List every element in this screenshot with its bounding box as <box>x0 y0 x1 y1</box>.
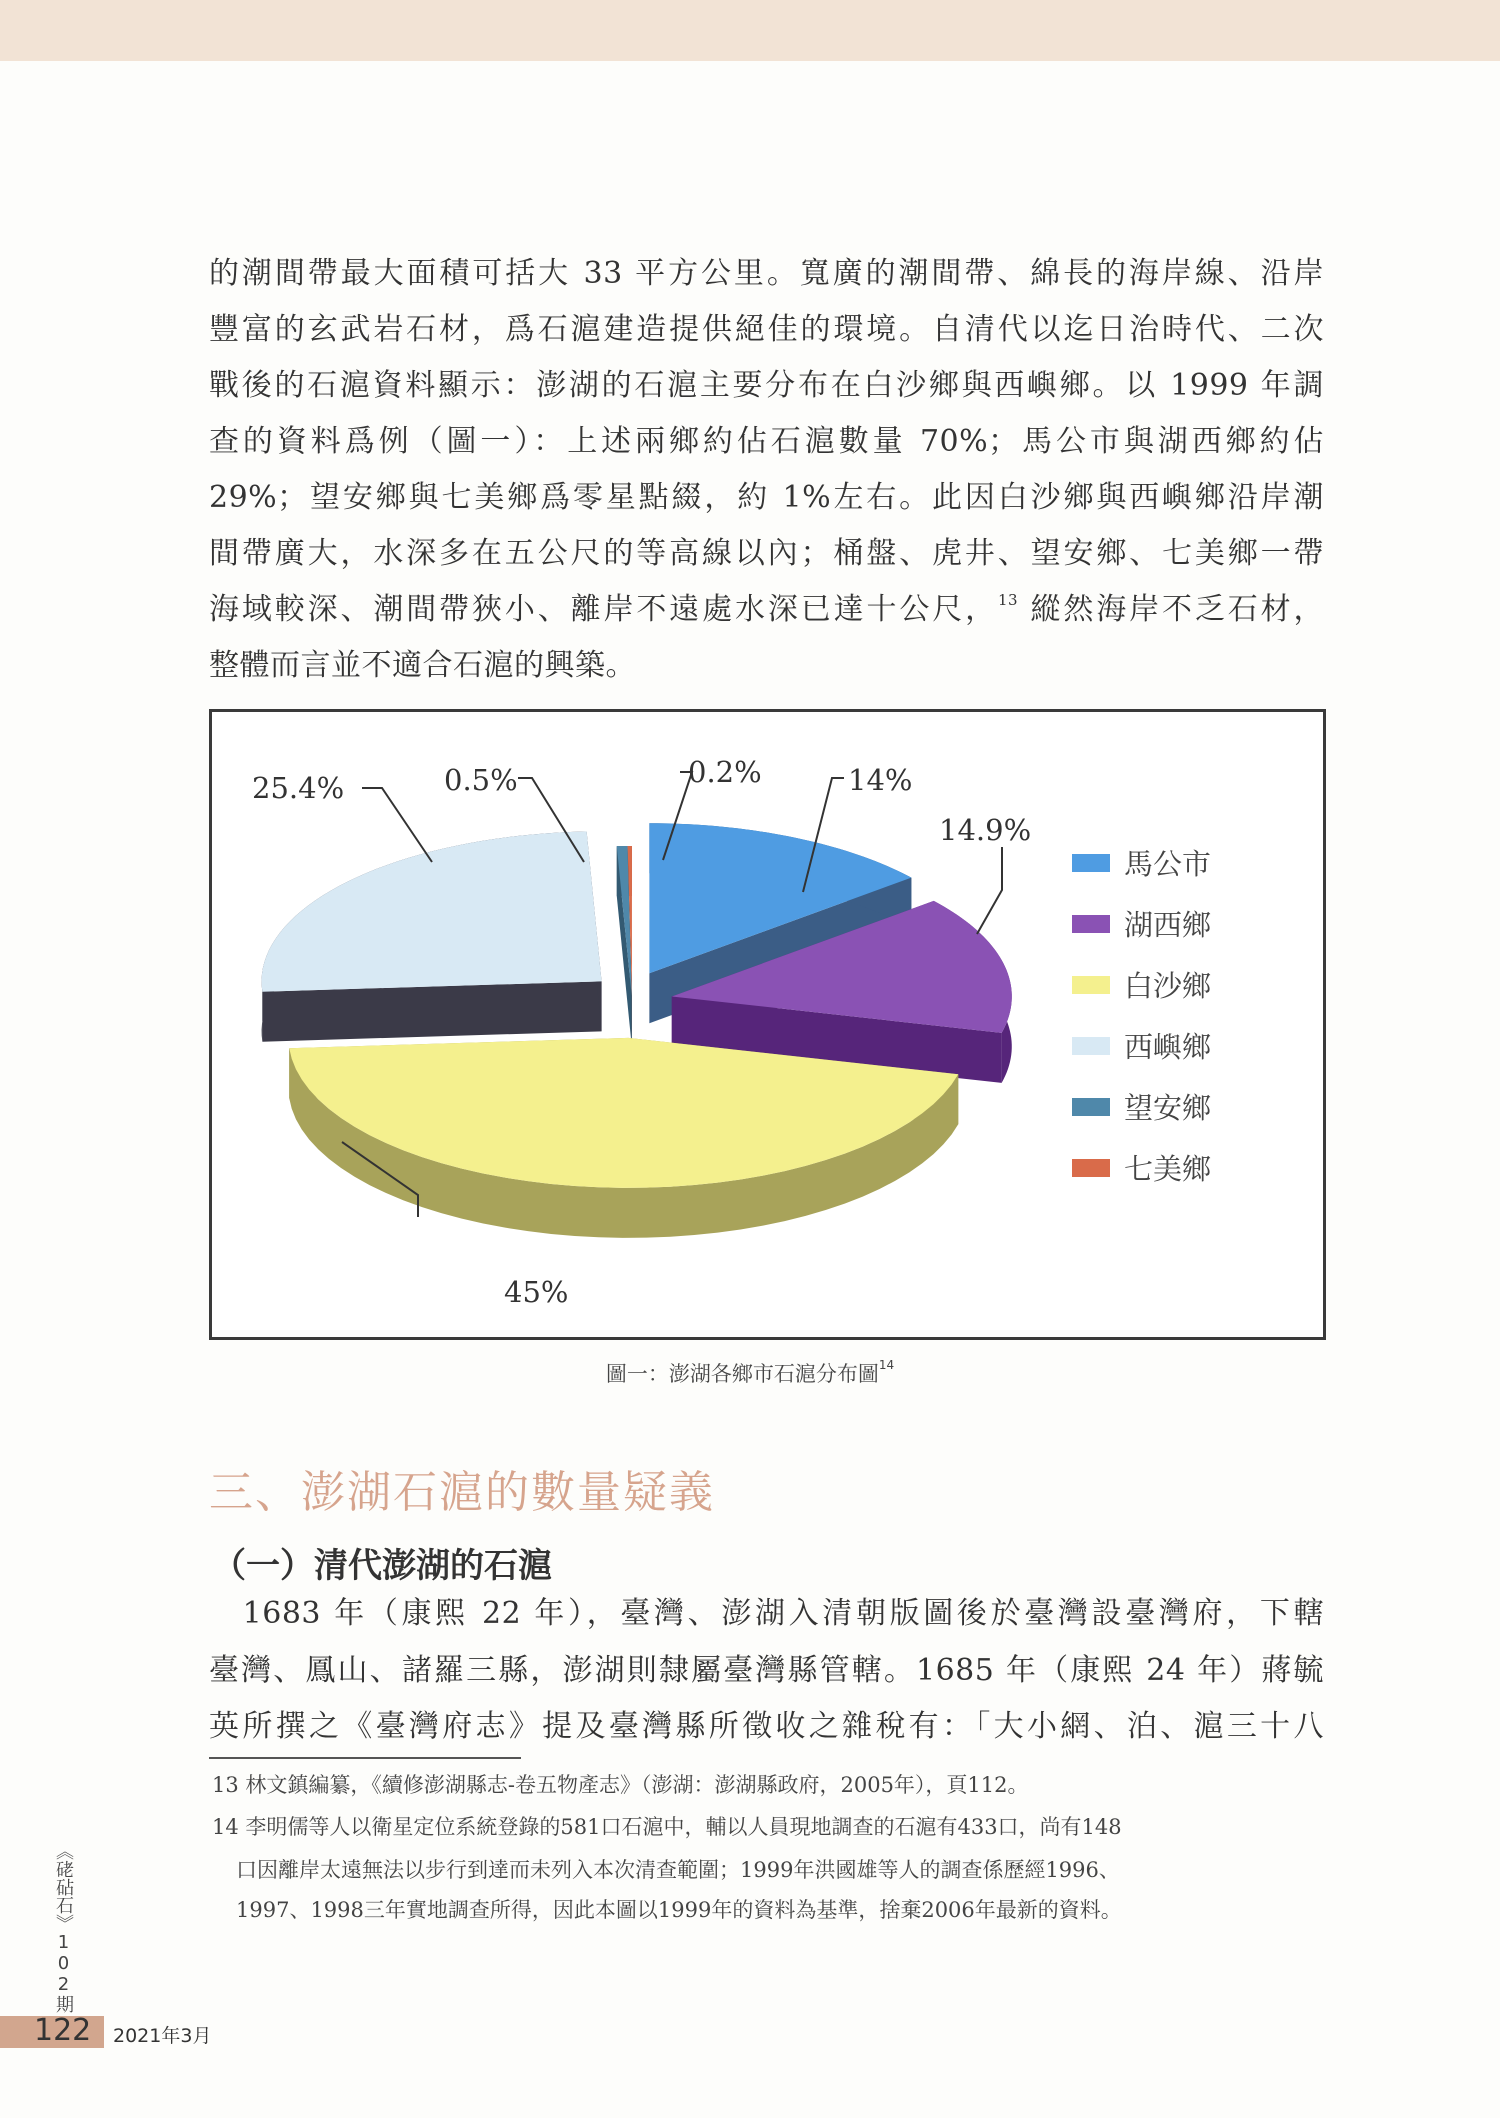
page-header-strip <box>0 0 1500 61</box>
body-line: 整體而言並不適合石滬的興築。 <box>209 648 636 683</box>
pie-chart-frame <box>209 709 1326 1340</box>
footnote-ref-14[interactable]: 14 <box>878 1358 895 1372</box>
body-line: 戰後的石滬資料顯示：澎湖的石滬主要分布在白沙鄉與西嶼鄉。以 1999 年調 <box>209 368 1324 403</box>
data-label-huxi: 14.9% <box>939 813 1032 847</box>
body-line: 29%；望安鄉與七美鄉爲零星點綴，約 1%左右。此因白沙鄉與西嶼鄉沿岸潮 <box>209 480 1324 515</box>
pie-chart <box>212 712 1323 1337</box>
legend-swatch <box>1072 854 1110 872</box>
legend-label: 馬公市 <box>1124 847 1212 881</box>
legend-label: 七美鄉 <box>1124 1152 1212 1186</box>
body-text: 海域較深、潮間帶狹小、離岸不遠處水深已達十公尺， <box>209 592 998 627</box>
legend-swatch <box>1072 976 1110 994</box>
journal-title-vertical: 《硓砧石》102期 <box>53 1842 74 2013</box>
legend-swatch <box>1072 1037 1110 1055</box>
body-line: 豐富的玄武岩石材，爲石滬建造提供絕佳的環境。自清代以迄日治時代、二次 <box>209 312 1324 347</box>
figure-caption <box>0 1358 1500 1388</box>
body-line: 間帶廣大，水深多在五公尺的等高線以內；桶盤、虎井、望安鄉、七美鄉一帶 <box>209 536 1324 571</box>
slice-top-face <box>262 832 602 992</box>
body-line: 的潮間帶最大面積可括大 33 平方公里。寬廣的潮間帶、綿長的海岸線、沿岸 <box>209 256 1324 291</box>
legend-swatch <box>1072 1098 1110 1116</box>
footnote-14: 14 李明儒等人以衛星定位系統登錄的581口石滬中，輔以人員現地調查的石滬有433口，尚有148 <box>212 1815 1122 1839</box>
caption-text: 圖一：澎湖各鄉市石滬分布圖 <box>605 1362 879 1386</box>
data-label-wangan: 0.5% <box>444 763 518 797</box>
leader-line-25.4 <box>362 788 432 862</box>
subsection-heading: （一）清代澎湖的石滬 <box>212 1546 552 1586</box>
footnote-14-cont: 口因離岸太遠無法以步行到達而未列入本次清查範圍；1999年洪國雄等人的調查係歷經1996、 <box>236 1858 1120 1882</box>
issue-date: 2021年3月 <box>113 2025 212 2047</box>
legend-label: 西嶼鄉 <box>1124 1030 1212 1064</box>
section-heading: 三、澎湖石滬的數量疑義 <box>209 1467 715 1518</box>
footnote-14-cont: 1997、1998三年實地調查所得，因此本圖以1999年的資料為基準，捨棄2006年最新的資料。 <box>236 1898 1122 1922</box>
legend-label: 湖西鄉 <box>1124 908 1212 942</box>
slice-cut-face <box>262 981 601 1041</box>
legend-label: 望安鄉 <box>1124 1091 1212 1125</box>
data-label-magong: 14% <box>848 763 913 797</box>
section-line: 1683 年（康熙 22 年），臺灣、澎湖入清朝版圖後於臺灣設臺灣府，下轄 <box>209 1596 1324 1631</box>
body-text: 縱然海岸不乏石材， <box>1018 592 1325 627</box>
body-line: 查的資料爲例（圖一）：上述兩鄉約佔石滬數量 70%；馬公市與湖西鄉約佔 <box>209 424 1324 459</box>
page-number: 122 <box>34 2013 92 2048</box>
pie-slice-2 <box>289 1038 958 1238</box>
footnote-13: 13 林文鎮編纂，《續修澎湖縣志-卷五物產志》（澎湖：澎湖縣政府，2005年），頁112。 <box>212 1773 1029 1797</box>
data-label-xiyu: 25.4% <box>252 771 345 805</box>
footnote-ref-13[interactable]: 13 <box>998 591 1019 609</box>
data-label-baisha: 45% <box>504 1275 569 1309</box>
pie-slice-3 <box>262 832 602 1042</box>
section-line: 臺灣、鳳山、諸羅三縣，澎湖則隸屬臺灣縣管轄。1685 年（康熙 24 年）蔣毓 <box>209 1653 1324 1688</box>
data-label-qimei: 0.2% <box>688 755 762 789</box>
footnote-divider <box>209 1757 521 1759</box>
legend-swatch <box>1072 915 1110 933</box>
legend-swatch <box>1072 1159 1110 1177</box>
section-line: 英所撰之《臺灣府志》提及臺灣縣所徵收之雜稅有：「大小網、泊、滬三十八 <box>209 1709 1324 1744</box>
body-line <box>209 590 1324 630</box>
legend-label: 白沙鄉 <box>1124 969 1212 1003</box>
leader-line-14.9 <box>977 847 1002 934</box>
